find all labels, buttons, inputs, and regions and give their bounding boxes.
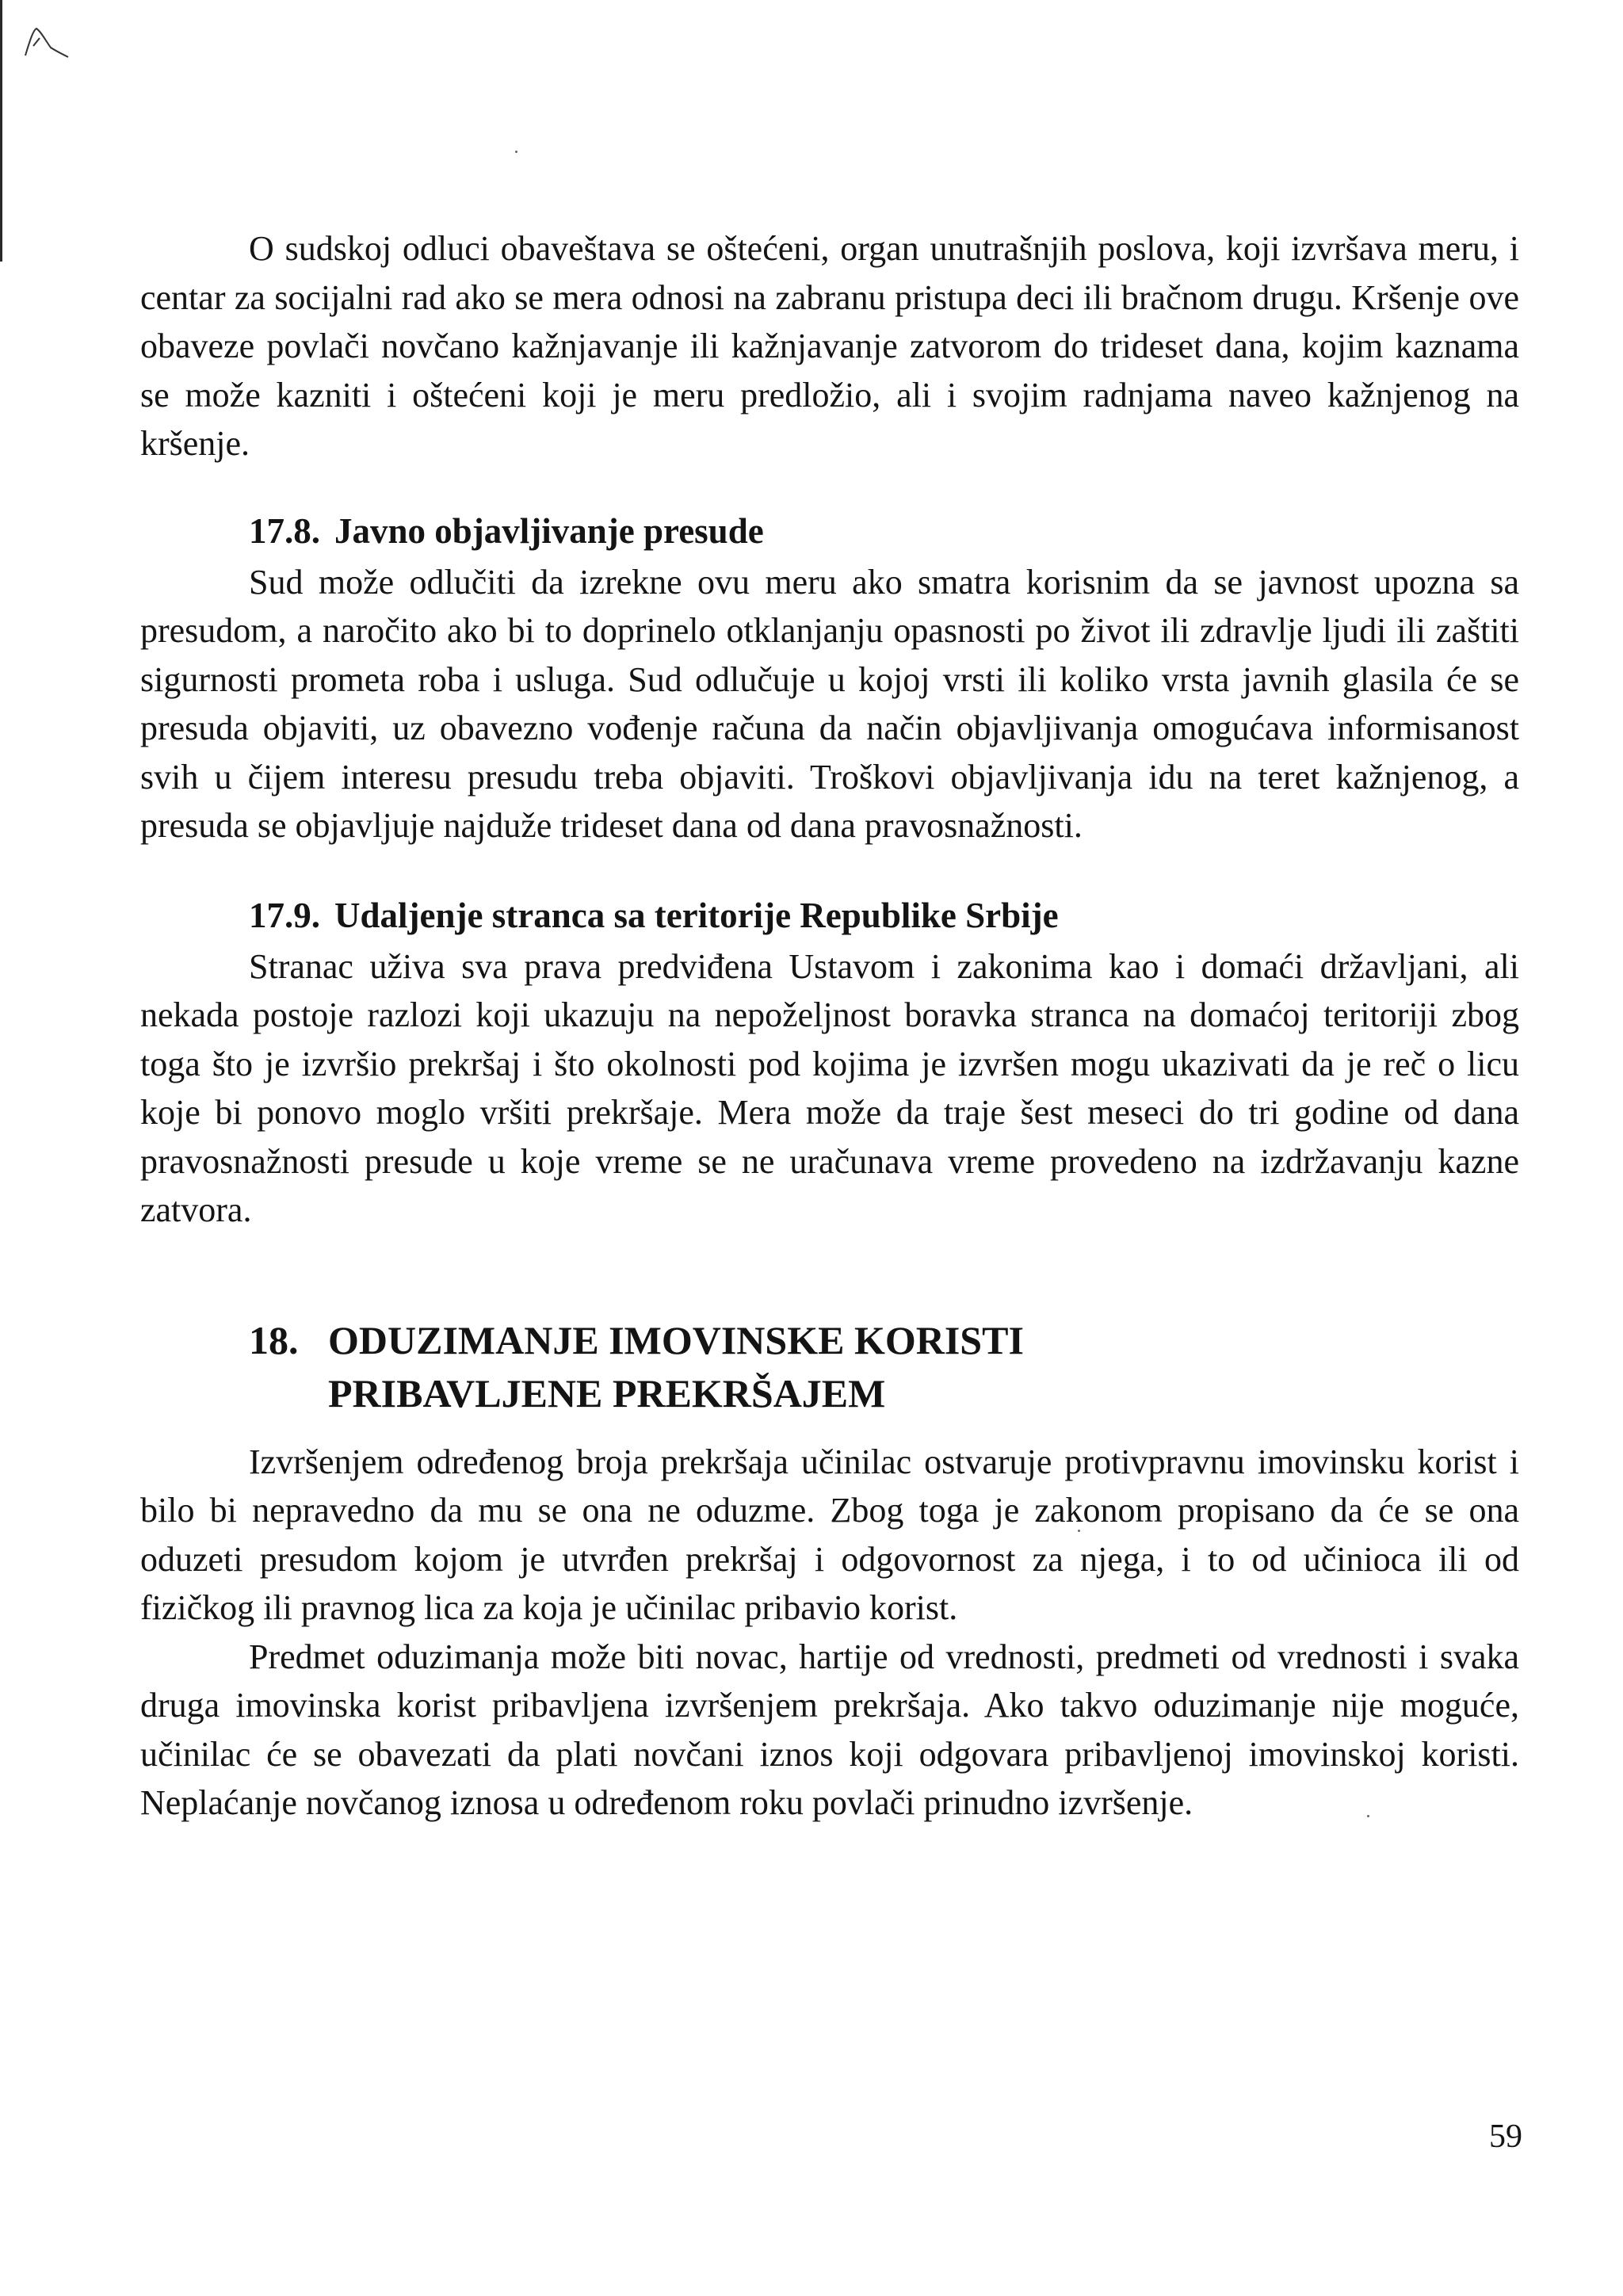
chapter-18-paragraph-1: Izvršenjem određenog broja prekršaja učinilac ostvaruje protivpravnu imovinsku korist i bilo bi nepravedno da mu se ona ne oduzme. Zbog toga je zakonom propisano da će se ona oduzeti presudom kojom je utvrđen prekršaj i odgovornost za njega, i to od učinioca ili od fizičkog ili pravnog lica za koja je učinilac pribavio korist. [140,1442,1519,1627]
section-heading-17-9 [140,892,1519,939]
section-number: 17.9. [249,895,320,935]
section-title: Udaljenje stranca sa teritorije Republike Srbije [334,895,1059,935]
scan-speck [515,151,517,153]
chapter-18-paragraph-2: Predmet oduzimanja može biti novac, hartije od vrednosti, predmeti od vrednosti i svaka druga imovinska korist pribavljena izvršenjem prekršaja. Ako takvo oduzimanje nije moguće, učinilac će se obavezati da plati novčani iznos koji odgovara pribavljenoj imovinskoj koristi. Neplaćanje novčanog iznosa u određenom roku povlači prinudno izvršenje. [140,1637,1519,1822]
chapter-heading-18 [140,1314,1519,1420]
scan-corner-mark [22,24,70,59]
section-title: Javno objavljivanje presude [334,510,764,551]
chapter-title-line-1: ODUZIMANJE IMOVINSKE KORISTI [328,1317,1024,1362]
chapter-title-line-2: PRIBAVLJENE PREKRŠAJEM [328,1370,886,1415]
scan-edge-line [0,0,2,262]
page-content [140,224,1519,1828]
section-17-8-text: Sud može odlučiti da izrekne ovu meru ako smatra korisnim da se javnost upozna sa presudom, a naročito ako bi to doprinelo otklanjanju opasnosti po život ili zdravlje ljudi ili zaštiti sigurnosti prometa roba i usluga. Sud odlučuje u kojoj vrsti ili koliko vrsta javnih glasila će se presuda objaviti, uz obavezno vođenje računa da način objavljivanja omogućava informisanost svih u čijem interesu presudu treba objaviti. Troškovi objavljivanja idu na teret kažnjenog, a presuda se objavljuje najduže trideset dana od dana pravosnažnosti. [140,562,1519,845]
intro-paragraph: O sudskoj odluci obaveštava se oštećeni, organ unutrašnjih poslova, koji izvršava meru, i centar za socijalni rad ako se mera odnosi na zabranu pristupa deci ili bračnom drugu. Kršenje ove obaveze povlači novčano kažnjavanje ili kažnjavanje zatvorom do trideset dana, kojim kaznama se može kazniti i oštećeni koji je meru predložio, ali i svojim radnjama naveo kažnjenog na kršenje. [140,229,1519,463]
chapter-number: 18. [249,1317,299,1362]
section-number: 17.8. [249,510,320,551]
section-17-9-text: Stranac uživa sva prava predviđena Ustavom i zakonima kao i domaći državljani, ali nekada postoje razlozi koji ukazuju na nepoželjnost boravka stranca na domaćoj teritoriji zbog toga što je izvršio prekršaj i što okolnosti pod kojima je izvršen mogu ukazivati da je reč o licu koje bi ponovo moglo vršiti prekršaje. Mera može da traje šest meseci do tri godine od dana pravosnažnosti presude u koje vreme se ne uračunava vreme provedeno na izdržavanju kazne zatvora. [140,946,1519,1229]
section-heading-17-8 [140,507,1519,555]
page-number: 59 [1489,2118,1522,2155]
